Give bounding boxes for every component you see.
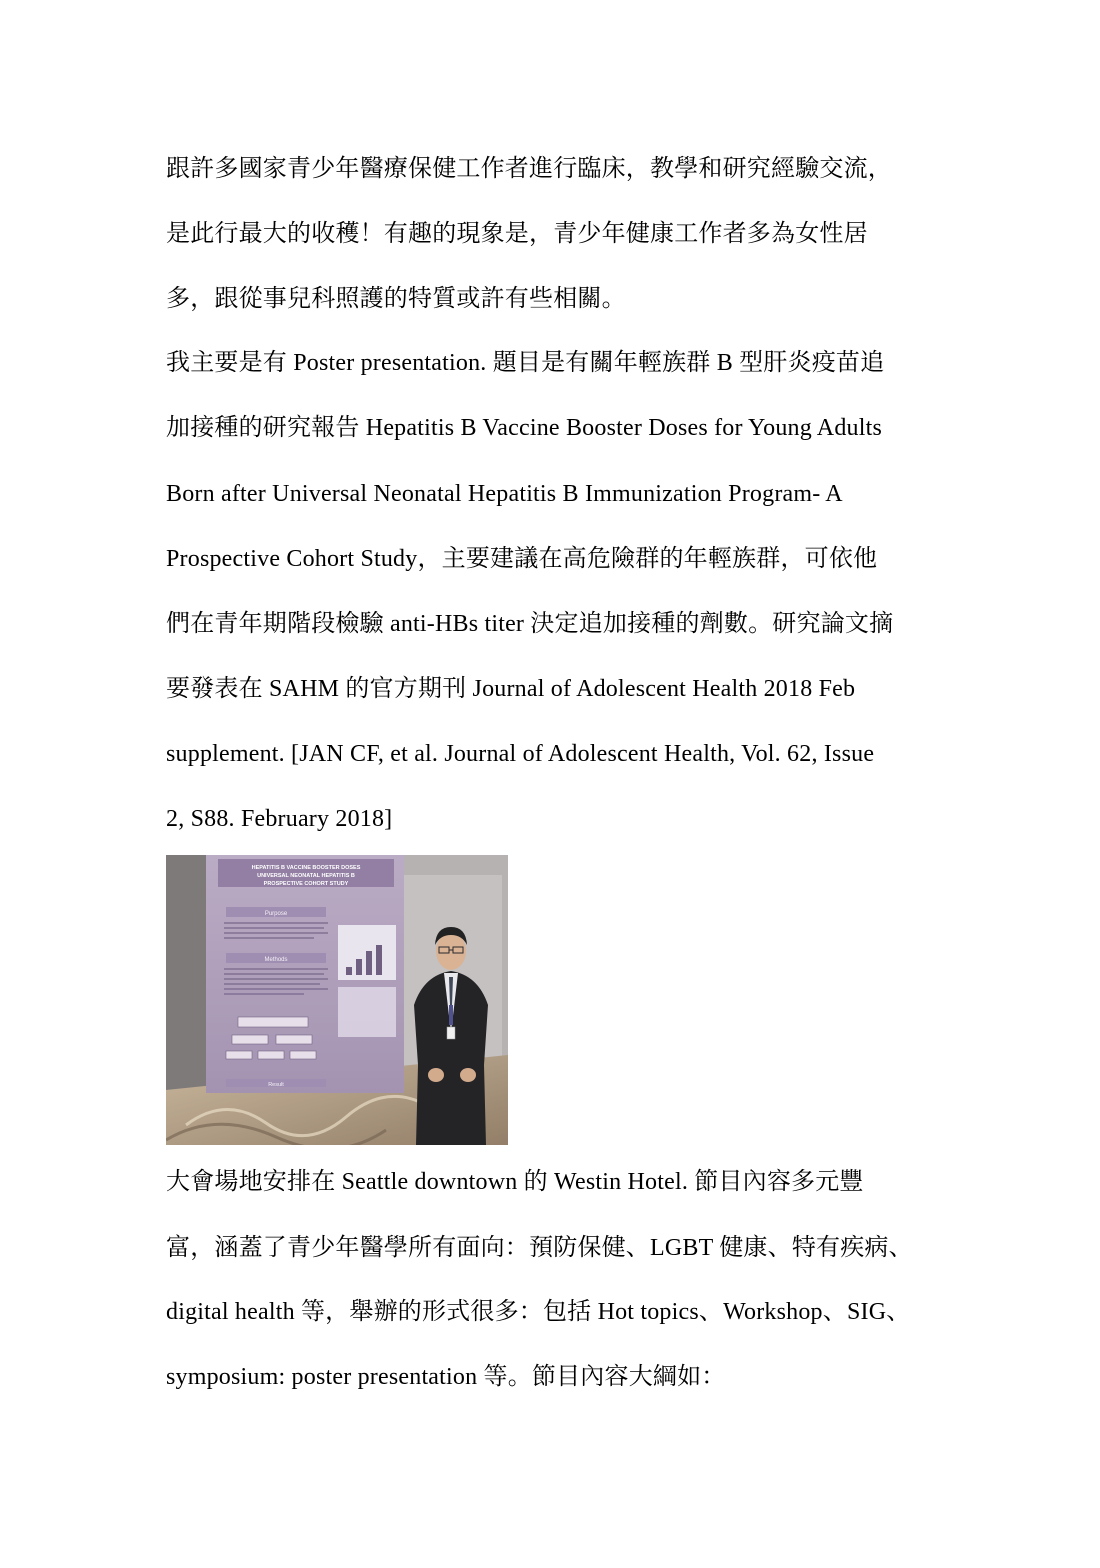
text-line: Born after Universal Neonatal Hepatitis B Immunization Program- A bbox=[166, 481, 843, 507]
text-line: supplement. [JAN CF, et al. Journal of Adolescent Health, Vol. 62, Issue bbox=[166, 741, 875, 767]
text-line: 富，涵蓋了青少年醫學所有面向：預防保健、LGBT 健康、特有疾病、 bbox=[166, 1235, 913, 1261]
text-line: 要發表在 SAHM 的官方期刊 Journal of Adolescent Health 2018 Feb bbox=[166, 676, 856, 702]
poster-photo bbox=[166, 855, 508, 1145]
text-line: 我主要是有 Poster presentation. 題目是有關年輕族群 B 型肝炎疫苗追 bbox=[166, 350, 885, 376]
text-line: 多，跟從事兒科照護的特質或許有些相關。 bbox=[166, 286, 626, 312]
text-line: 加接種的研究報告 Hepatitis B Vaccine Booster Doses for Young Adults bbox=[166, 415, 883, 441]
text-line: Prospective Cohort Study，主要建議在高危險群的年輕族群，可依他 bbox=[166, 546, 878, 572]
text-line: symposium: poster presentation 等。節目內容大綱如： bbox=[166, 1364, 726, 1390]
text-line: digital health 等，舉辦的形式很多：包括 Hot topics、Workshop、SIG、 bbox=[166, 1299, 911, 1325]
poster-section-purpose: Purpose bbox=[264, 911, 288, 917]
text-line: 們在青年期階段檢驗 anti-HBs titer 決定追加接種的劑數。研究論文摘 bbox=[166, 611, 894, 637]
poster-section-methods: Methods bbox=[264, 957, 288, 963]
text-line: 是此行最大的收穫！有趣的現象是，青少年健康工作者多為女性居 bbox=[166, 221, 868, 247]
text-line: 2, S88. February 2018] bbox=[166, 806, 393, 832]
svg-text:UNIVERSAL NEONATAL HEPATITIS B: UNIVERSAL NEONATAL HEPATITIS B bbox=[257, 873, 355, 879]
text-line: 跟許多國家青少年醫療保健工作者進行臨床，教學和研究經驗交流， bbox=[166, 156, 892, 182]
poster-section-result: Result bbox=[268, 1082, 284, 1088]
poster-title: HEPATITIS B VACCINE BOOSTER DOSES bbox=[251, 865, 361, 871]
text-line: 大會場地安排在 Seattle downtown 的 Westin Hotel. 節目內容多元豐 bbox=[166, 1169, 864, 1195]
svg-text:PROSPECTIVE COHORT STUDY: PROSPECTIVE COHORT STUDY bbox=[263, 881, 349, 887]
